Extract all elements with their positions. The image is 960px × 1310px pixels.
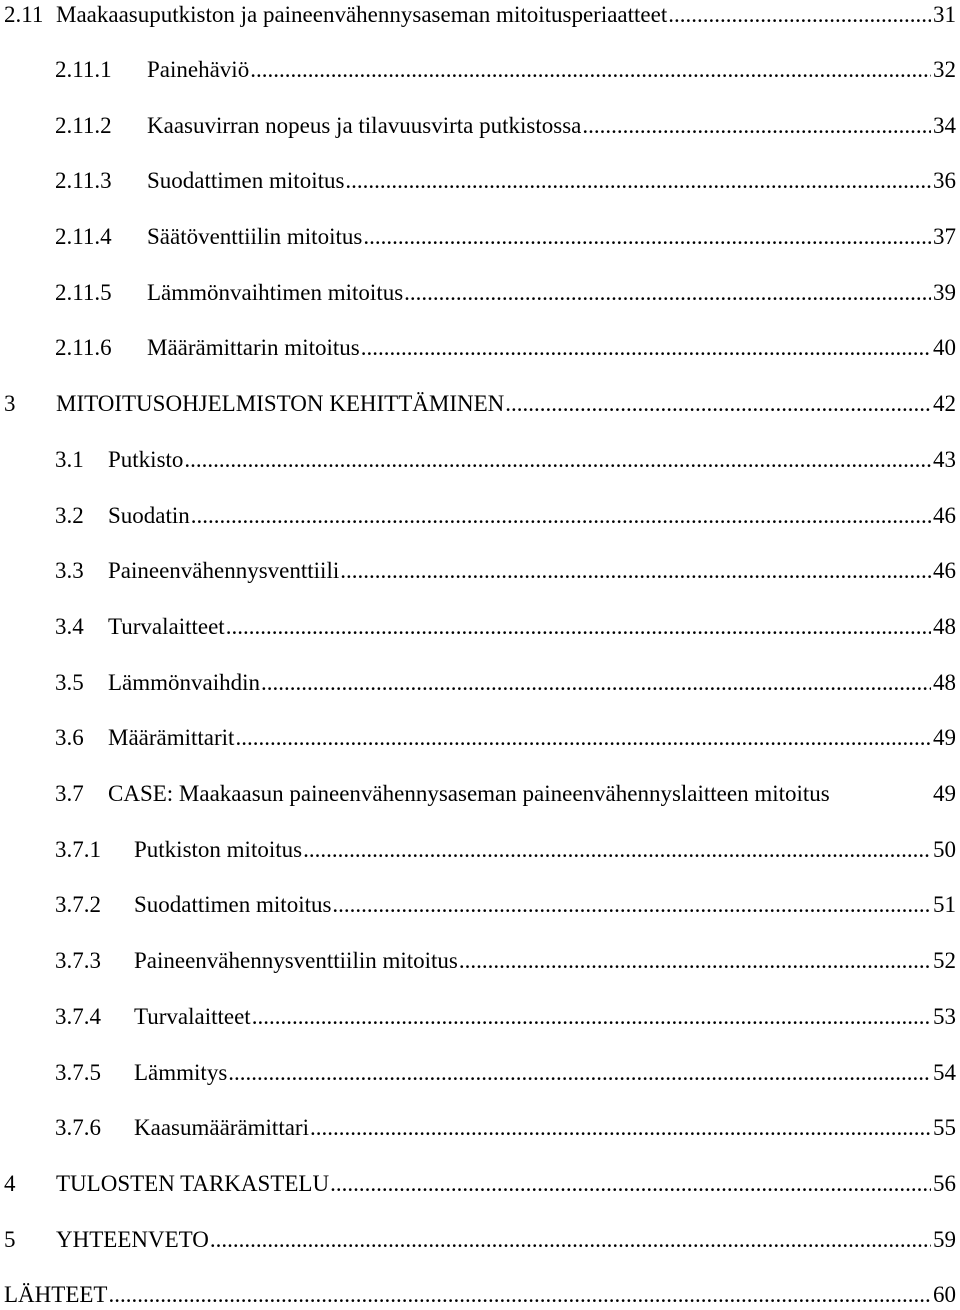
toc-entry-number: 3.5 — [55, 670, 84, 695]
toc-dot-leader — [330, 1169, 931, 1199]
toc-entry-title: Paineenvähennysventtiilin mitoitus — [134, 946, 459, 976]
toc-dot-leader — [505, 389, 931, 419]
toc-entry-page: 34 — [933, 113, 956, 138]
toc-entry[interactable] — [55, 55, 956, 85]
toc-entry-title: Lämmönvaihtimen mitoitus — [147, 278, 404, 308]
toc-entry-page: 46 — [933, 503, 956, 528]
toc-entry-page: 53 — [933, 1004, 956, 1029]
toc-entry-title: Kaasumäärämittari — [134, 1113, 310, 1143]
toc-entry-page: 48 — [933, 670, 956, 695]
toc-entry-number: 4 — [4, 1171, 16, 1196]
toc-entry-title: Painehäviö — [147, 55, 250, 85]
toc-dot-leader — [250, 55, 931, 85]
toc-entry[interactable] — [55, 835, 956, 865]
toc-entry-number: 3.7.5 — [55, 1060, 101, 1085]
toc-entry-page: 46 — [933, 558, 956, 583]
toc-entry-title: Suodattimen mitoitus — [147, 166, 345, 196]
toc-entry-title: Putkiston mitoitus — [134, 835, 303, 865]
toc-dot-leader — [184, 445, 931, 475]
toc-entry-title: Turvalaitteet — [108, 612, 226, 642]
toc-entry-title: Lämmönvaihdin — [108, 668, 261, 698]
toc-entry[interactable] — [55, 501, 956, 531]
toc-entry-title: Määrämittarin mitoitus — [147, 333, 361, 363]
toc-entry-title: LÄHTEET — [4, 1280, 108, 1310]
toc-entry-page: 36 — [933, 168, 956, 193]
toc-entry-title: CASE: Maakaasun paineenvähennysaseman paineenvähennyslaitteen mitoitus — [108, 779, 831, 809]
toc-entry-title: Turvalaitteet — [134, 1002, 252, 1032]
toc-dot-leader — [345, 166, 931, 196]
toc-entry-page: 37 — [933, 224, 956, 249]
toc-dot-leader — [226, 612, 931, 642]
toc-entry-page: 42 — [933, 391, 956, 416]
toc-dot-leader — [404, 278, 931, 308]
toc-entry[interactable] — [55, 612, 956, 642]
toc-dot-leader — [340, 556, 931, 586]
toc-entry[interactable] — [4, 0, 956, 30]
toc-entry-title: Suodattimen mitoitus — [134, 890, 332, 920]
toc-entry-number: 3.7.2 — [55, 892, 101, 917]
toc-entry-page: 31 — [933, 2, 956, 27]
toc-entry[interactable] — [4, 389, 956, 419]
toc-dot-leader — [332, 890, 931, 920]
toc-entry[interactable] — [55, 946, 956, 976]
toc-entry-number: 3.6 — [55, 725, 84, 750]
toc-entry-number: 2.11 — [4, 2, 44, 27]
toc-entry-number: 3.4 — [55, 614, 84, 639]
toc-entry-number: 3.3 — [55, 558, 84, 583]
toc-entry-number: 2.11.5 — [55, 280, 112, 305]
toc-entry-page: 48 — [933, 614, 956, 639]
toc-dot-leader — [303, 835, 931, 865]
toc-dot-leader — [310, 1113, 931, 1143]
toc-entry-number: 2.11.6 — [55, 335, 112, 360]
toc-dot-leader — [235, 723, 931, 753]
toc-dot-leader — [363, 222, 931, 252]
toc-entry-page: 55 — [933, 1115, 956, 1140]
toc-entry[interactable] — [55, 779, 956, 809]
toc-dot-leader — [191, 501, 931, 531]
toc-entry[interactable] — [55, 278, 956, 308]
toc-entry-page: 43 — [933, 447, 956, 472]
toc-dot-leader — [459, 946, 931, 976]
toc-entry-page: 49 — [933, 781, 956, 806]
toc-entry-number: 3.7.1 — [55, 837, 101, 862]
toc-dot-leader — [210, 1225, 931, 1255]
toc-entry-number: 2.11.1 — [55, 57, 112, 82]
toc-entry-title: Maakaasuputkiston ja paineenvähennysaseman mitoitusperiaatteet — [56, 0, 668, 30]
toc-entry-title: YHTEENVETO — [56, 1225, 210, 1255]
toc-entry-number: 2.11.2 — [55, 113, 112, 138]
toc-entry[interactable] — [55, 1058, 956, 1088]
toc-entry-title: Putkisto — [108, 445, 184, 475]
toc-entry-page: 40 — [933, 335, 956, 360]
toc-entry-number: 3 — [4, 391, 16, 416]
toc-entry-title: TULOSTEN TARKASTELU — [56, 1169, 330, 1199]
toc-entry[interactable] — [55, 668, 956, 698]
toc-entry[interactable] — [4, 1225, 956, 1255]
toc-entry-number: 2.11.3 — [55, 168, 112, 193]
toc-entry-page: 39 — [933, 280, 956, 305]
toc-dot-leader — [582, 111, 931, 141]
toc-entry[interactable] — [55, 445, 956, 475]
toc-entry-number: 2.11.4 — [55, 224, 112, 249]
toc-entry[interactable] — [55, 890, 956, 920]
toc-entry-page: 49 — [933, 725, 956, 750]
toc-entry-title: Suodatin — [108, 501, 191, 531]
toc-dot-leader — [228, 1058, 931, 1088]
toc-entry-number: 3.2 — [55, 503, 84, 528]
toc-dot-leader — [252, 1002, 931, 1032]
toc-entry-page: 32 — [933, 57, 956, 82]
toc-entry[interactable] — [55, 111, 956, 141]
toc-entry-page: 54 — [933, 1060, 956, 1085]
toc-entry-number: 3.7.4 — [55, 1004, 101, 1029]
toc-entry-number: 3.7.3 — [55, 948, 101, 973]
toc-entry-page: 50 — [933, 837, 956, 862]
toc-entry-page: 56 — [933, 1171, 956, 1196]
toc-entry-number: 5 — [4, 1227, 16, 1252]
toc-entry-page: 59 — [933, 1227, 956, 1252]
toc-entry[interactable] — [55, 222, 956, 252]
toc-entry-title: Säätöventtiilin mitoitus — [147, 222, 363, 252]
toc-dot-leader — [261, 668, 931, 698]
toc-entry-title: Määrämittarit — [108, 723, 235, 753]
toc-entry-title: Lämmitys — [134, 1058, 228, 1088]
toc-entry[interactable] — [4, 1169, 956, 1199]
toc-entry[interactable] — [55, 556, 956, 586]
toc-entry[interactable] — [55, 333, 956, 363]
toc-entry[interactable] — [55, 1113, 956, 1143]
toc-entry-number: 3.7 — [55, 781, 84, 806]
toc-entry-page: 60 — [933, 1282, 956, 1307]
toc-entry-page: 51 — [933, 892, 956, 917]
toc-entry-title: MITOITUSOHJELMISTON KEHITTÄMINEN — [56, 389, 505, 419]
toc-entry[interactable] — [55, 1002, 956, 1032]
toc-entry[interactable] — [55, 166, 956, 196]
toc-entry-number: 3.7.6 — [55, 1115, 101, 1140]
toc-dot-leader — [361, 333, 931, 363]
toc-entry-page: 52 — [933, 948, 956, 973]
toc-entry-title: Kaasuvirran nopeus ja tilavuusvirta putkistossa — [147, 111, 582, 141]
toc-entry-number: 3.1 — [55, 447, 84, 472]
toc-entry-title: Paineenvähennysventtiili — [108, 556, 340, 586]
toc-dot-leader — [668, 0, 931, 30]
toc-entry[interactable] — [55, 723, 956, 753]
